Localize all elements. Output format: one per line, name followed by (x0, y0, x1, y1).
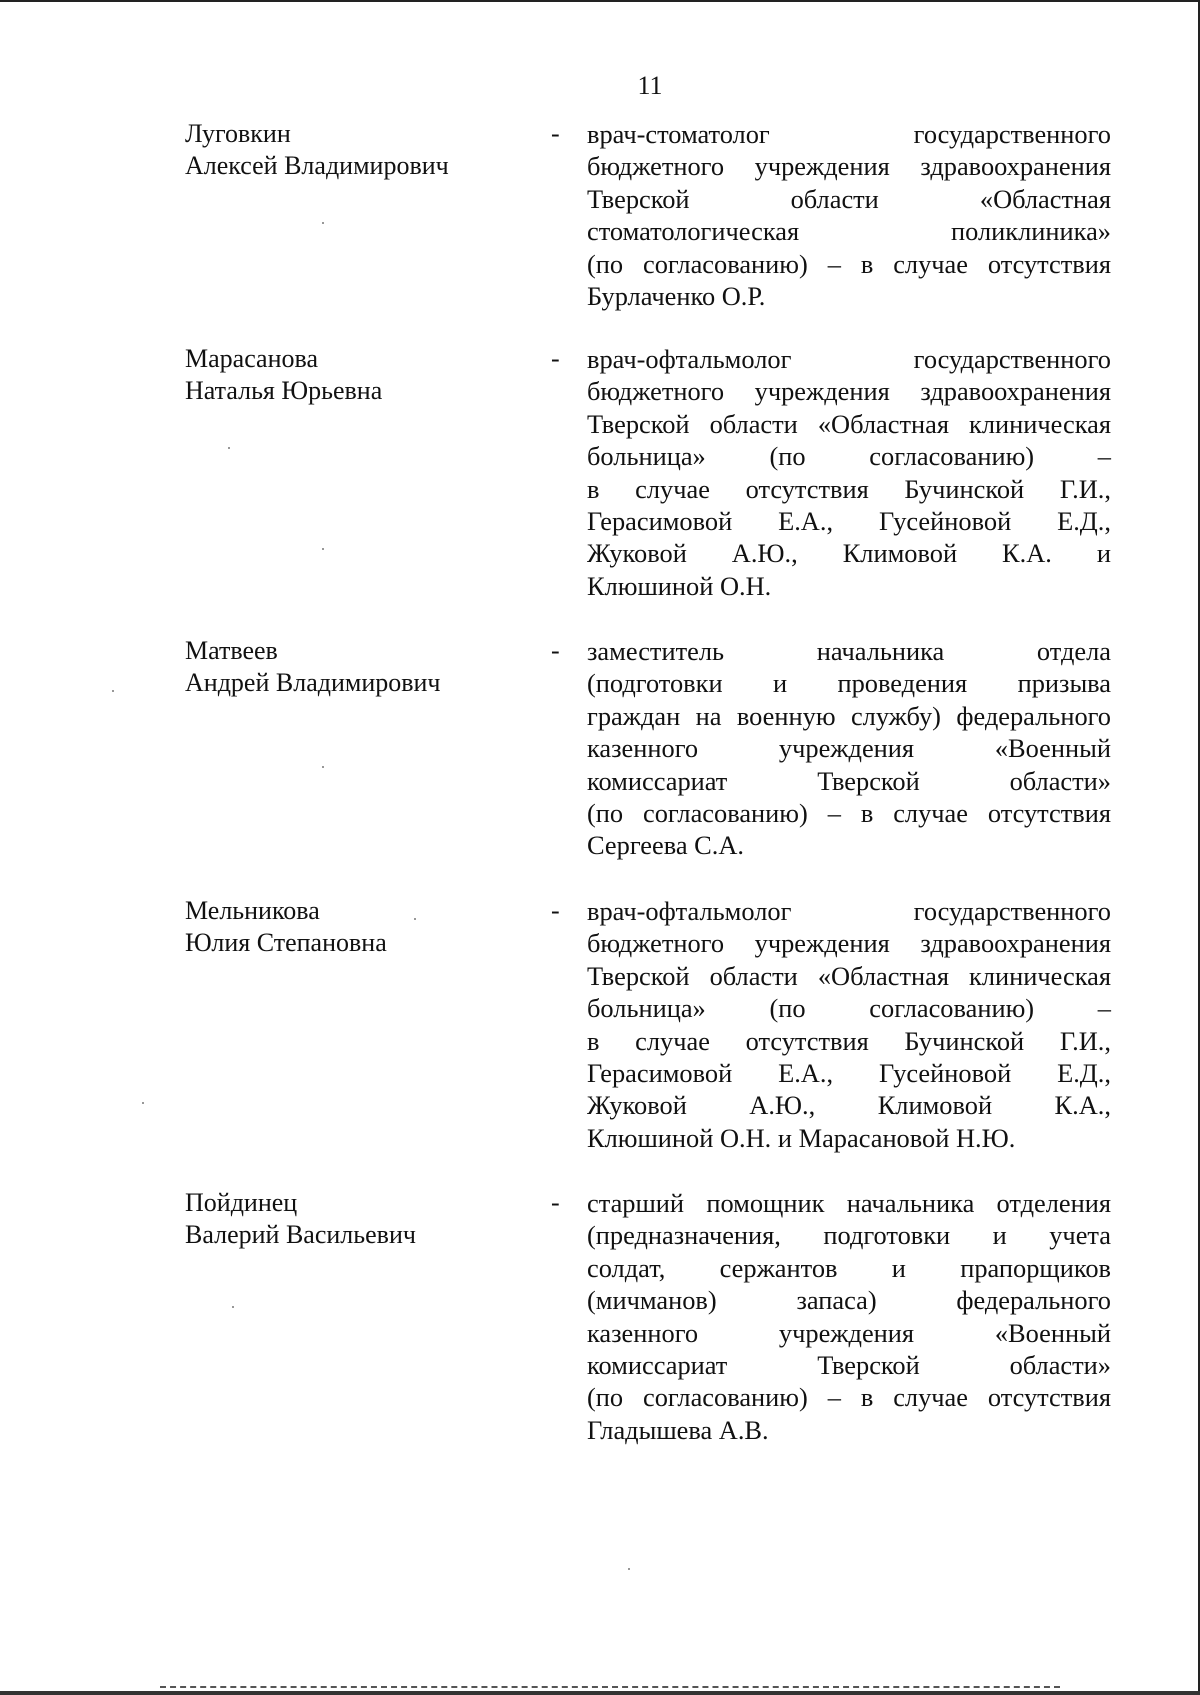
member-position (587, 343, 1111, 602)
member-surname: Мельникова (185, 896, 320, 925)
position-line: врач-стоматолог государственного (587, 119, 1111, 149)
position-line: (по согласованию) – в случае отсутствия (587, 1382, 1111, 1413)
separator-dash: - (551, 344, 560, 373)
scan-speck (322, 222, 324, 224)
position-line: стоматологическая поликлиника» (587, 216, 1111, 247)
position-line: комиссариат Тверской области» (587, 1350, 1111, 1381)
page-border-bottom (0, 1691, 1200, 1695)
position-line: Герасимовой Е.А., Гусейновой Е.Д., (587, 506, 1111, 537)
member-position (587, 895, 1111, 1154)
position-line: врач-офтальмолог государственного (587, 344, 1111, 374)
position-line: Тверской области «Областная (587, 183, 1111, 214)
member-surname: Луговкин (185, 119, 291, 148)
position-line: (подготовки и проведения призыва (587, 668, 1111, 699)
member-surname: Марасанова (185, 344, 318, 373)
position-line: Бурлаченко О.Р. (587, 281, 766, 312)
position-line: в случае отсутствия Бучинской Г.И., (587, 473, 1111, 504)
scan-speck (228, 447, 230, 449)
position-line: комиссариат Тверской области» (587, 765, 1111, 796)
position-line: Жуковой А.Ю., Климовой К.А. и (587, 538, 1111, 569)
member-position (587, 635, 1111, 862)
member-given-names: Андрей Владимирович (185, 668, 441, 698)
position-line: Герасимовой Е.А., Гусейновой Е.Д., (587, 1058, 1111, 1089)
member-given-names: Алексей Владимирович (185, 151, 449, 181)
scan-speck (112, 690, 114, 692)
position-line: (по согласованию) – в случае отсутствия (587, 798, 1111, 829)
position-line: (по согласованию) – в случае отсутствия (587, 248, 1111, 279)
member-name (185, 635, 525, 700)
position-line: бюджетного учреждения здравоохранения (587, 376, 1111, 407)
position-line: врач-офтальмолог государственного (587, 896, 1111, 926)
member-given-names: Юлия Степановна (185, 928, 387, 958)
position-line: бюджетного учреждения здравоохранения (587, 151, 1111, 182)
member-position (587, 118, 1111, 312)
position-line: казенного учреждения «Военный (587, 1317, 1111, 1348)
position-line: Гладышева А.В. (587, 1414, 769, 1445)
separator-dash: - (551, 119, 560, 148)
position-line: больница» (по согласованию) – (587, 993, 1111, 1024)
position-line: больница» (по согласованию) – (587, 441, 1111, 472)
member-given-names: Валерий Васильевич (185, 1220, 416, 1250)
scan-speck (322, 766, 324, 768)
member-name (185, 118, 525, 183)
scan-speck (232, 1306, 234, 1308)
position-line: Клюшиной О.Н. и Марасановой Н.Ю. (587, 1122, 1016, 1153)
position-line: заместитель начальника отдела (587, 636, 1111, 666)
position-line: казенного учреждения «Военный (587, 733, 1111, 764)
position-line: солдат, сержантов и прапорщиков (587, 1252, 1111, 1283)
position-line: граждан на военную службу) федерального (587, 700, 1111, 731)
page-border-top (0, 0, 1200, 2)
position-line: Тверской области «Областная клиническая (587, 960, 1111, 991)
separator-dash: - (551, 636, 560, 665)
member-name (185, 1187, 525, 1252)
member-position (587, 1187, 1111, 1446)
position-line: Клюшиной О.Н. (587, 570, 772, 601)
member-given-names: Наталья Юрьевна (185, 376, 383, 406)
position-line: Тверской области «Областная клиническая (587, 408, 1111, 439)
scan-speck (142, 1102, 144, 1104)
separator-dash: - (551, 896, 560, 925)
member-surname: Матвеев (185, 636, 278, 665)
scan-speck (628, 1568, 630, 1570)
position-line: в случае отсутствия Бучинской Г.И., (587, 1025, 1111, 1056)
separator-dash: - (551, 1188, 560, 1217)
position-line: бюджетного учреждения здравоохранения (587, 928, 1111, 959)
position-line: Жуковой А.Ю., Климовой К.А., (587, 1090, 1111, 1121)
scan-speck (414, 918, 416, 920)
page-number: 11 (637, 71, 663, 100)
position-line: (мичманов) запаса) федерального (587, 1285, 1111, 1316)
member-name (185, 343, 525, 408)
position-line: Сергеева С.А. (587, 830, 745, 861)
member-name (185, 895, 525, 960)
member-surname: Пойдинец (185, 1188, 298, 1217)
position-line: старший помощник начальника отделения (587, 1188, 1111, 1218)
scan-speck (322, 548, 324, 550)
position-line: (предназначения, подготовки и учета (587, 1220, 1111, 1251)
